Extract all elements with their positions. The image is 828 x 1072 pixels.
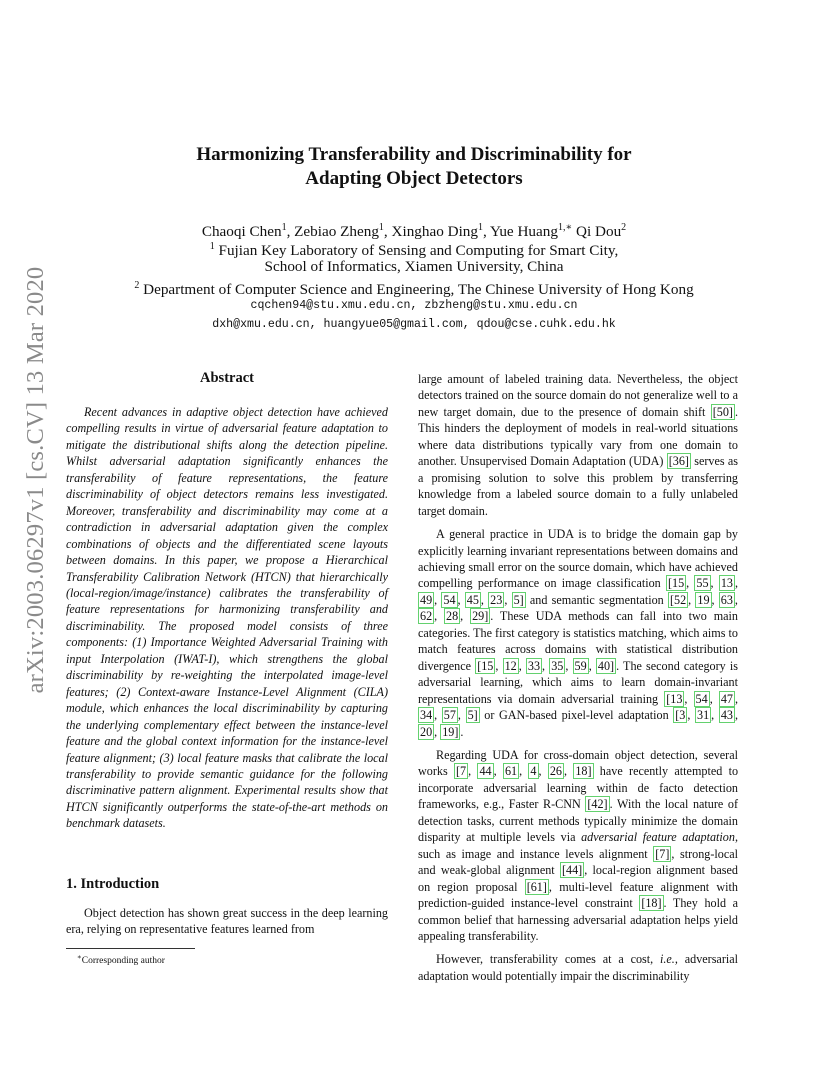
footnote [77, 953, 165, 966]
citation-link[interactable]: [61] [526, 879, 547, 894]
citation-link[interactable]: 47 [720, 691, 733, 706]
citation-link[interactable]: 5] [467, 708, 478, 723]
affiliation-2 [90, 276, 738, 299]
citation-link[interactable]: 29] [472, 609, 489, 624]
abstract-body [66, 404, 388, 832]
citation-link[interactable]: 45 [466, 592, 479, 607]
footnote-marker: ∗ [77, 953, 82, 961]
citation-link[interactable]: 28 [446, 609, 459, 624]
citation-link[interactable]: 62 [420, 609, 433, 624]
body-paragraph: However, transferability comes at a cost, i.e., adversarial adaptation would potentially impair the discriminability [418, 952, 738, 983]
author-name: Yue Huang [490, 223, 558, 241]
author-affiliation-marker: 2 [621, 222, 627, 233]
citation-link[interactable]: 54 [695, 691, 708, 706]
body-paragraph: Regarding UDA for cross-domain object detection, several works [7 , 44 , 61 , 4 , 26 , 18] have recently attempted to incorporate adversarial learning within de facto detection frameworks, e.g., Faster R-CNN [42] . With the local nature of detection tasks, current methods typically minimize the domain disparity at multiple levels via adversarial feature adaptation, such as image and instance levels alignment [7] , strong-local and weak-global alignment [44] , local-region alignment based on region proposal [61] , multi-level feature alignment with prediction-guided instance-level constraint [18] . They hold a common belief that harnessing adversarial adaptation helps yield appealing transferability. [418, 747, 739, 943]
introduction-heading: 1. Introduction [66, 876, 160, 892]
citation-link[interactable]: [15 [667, 576, 685, 591]
citation-link[interactable]: 40] [597, 658, 615, 673]
citation-link[interactable]: 31 [697, 708, 710, 723]
citation-link[interactable]: [18] [641, 896, 662, 911]
body-paragraph: A general practice in UDA is to bridge the domain gap by explicitly learning invariant representations between domains and achieving small error on the source domain, which have achieved compelling performance on image classification [15 , 55 , 13 , 49 , 54 , 45 , 23 , 5] and semantic segmentation [52 , 19 , 63 , 62 , 28 , 29] . These UDA methods can fall into two main categories. The first category is statistics matching, which aims to match features across domains with statistical distribution divergence [15 , 12 , 33 , 35 , 59 , 40] . The second category is adversarial learning, which aims to learn domain-invariant representations via domain adversarial training [13 , 54 , 47 , 34 , 57 , 5] or GAN-based pixel-level adaptation [3 , 31 , 43 , 20 , 19] . [418, 527, 739, 739]
author-name: Chaoqi Chen [201, 223, 282, 241]
citation-link[interactable]: 57 [443, 708, 456, 723]
author-affiliation-marker: 1 [281, 222, 287, 233]
citation-link[interactable]: 5] [513, 592, 524, 607]
citation-link[interactable]: 13 [720, 576, 733, 591]
citation-link[interactable]: 59 [574, 658, 587, 673]
citation-link[interactable]: 34 [420, 708, 433, 723]
author-name: Qi Dou [576, 223, 622, 241]
abstract-text: Recent advances in adaptive object detection have achieved compelling results in virtue of adversarial feature adaptation to mitigate the distributional shifts along the detection pipeline. Whilst adversarial adaptation significantly enhances the transferability of feature representations, the feature discriminability of object detectors remains less investigated. Moreover, transferability and discriminability may come at a contradiction in adversarial adaptation given the complex combinations of objects and the differentiated scene layouts between domains. In this paper, we propose a Hierarchical Transferability Calibration Network (HTCN) that hierarchically (local-region/image/instance) calibrates the transferability of feature representations for harmonizing transferability and discriminability. The proposed model consists of three components: (1) Importance Weighted Adversarial Training with input Interpolation (IWAT-I), which strengthens the global discriminability by re-weighting the interpolated image-level features; (2) Context-aware Instance-Level Alignment (CILA) module, which enhances the local discriminability by capturing the underlying complementary effect between the instance-level feature and the global context information for the instance-level feature alignment; (3) local feature masks that calibrate the local transferability to provide semantic guidance for the following discriminative pattern alignment. Experimental results show that HTCN significantly outperforms the state-of-the-art methods on benchmark datasets. [66, 405, 388, 831]
author-affiliation-marker: 1,∗ [557, 222, 573, 233]
citation-link[interactable]: 61 [504, 764, 518, 779]
author-list: Chaoqi Chen$^1$, Zebiao Zheng$^1$, Xinghao Ding$^1$, Yue Huang$^{1,∗}$ Qi Dou$^2$ [201, 222, 627, 241]
emphasis-text: adversarial feature adaptation [581, 830, 735, 845]
email-line-1: cqchen94@stu.xmu.edu.cn, zbzheng@stu.xmu.edu.cn [250, 299, 578, 312]
author-name: Xinghao Ding [391, 223, 478, 241]
citation-link[interactable]: 35 [551, 658, 564, 673]
paper-title [90, 143, 738, 191]
citation-link[interactable]: [7 [455, 764, 467, 779]
emphasis-text: i.e., [660, 952, 678, 967]
citation-link[interactable]: 33 [527, 658, 541, 673]
abstract-heading: Abstract [200, 370, 254, 386]
citation-link[interactable]: 54 [443, 592, 456, 607]
footnote-divider [66, 948, 195, 949]
citation-link[interactable]: [50] [712, 404, 733, 419]
citation-link[interactable]: 63 [720, 592, 733, 607]
title-line-2: Adapting Object Detectors [305, 168, 523, 189]
affiliation-2-text: Department of Computer Science and Engineering, The Chinese University of Hong Kong [139, 281, 694, 299]
citation-link[interactable]: 43 [720, 708, 733, 723]
arxiv-id-text: arXiv:2003.06297v1 [cs.CV] 13 Mar 2020 [22, 266, 49, 694]
citation-link[interactable]: 18] [575, 764, 592, 779]
citation-link[interactable]: 55 [696, 576, 709, 591]
citation-link[interactable]: [7] [655, 846, 670, 861]
author-name: Zebiao Zheng [294, 223, 379, 241]
citation-link[interactable]: [36] [668, 454, 689, 469]
citation-link[interactable]: [52 [669, 592, 687, 607]
citation-link[interactable]: [13 [666, 691, 683, 706]
email-line-2: dxh@xmu.edu.cn, huangyue05@gmail.com, qdou@cse.cuhk.edu.hk [212, 318, 616, 331]
citation-link[interactable]: 49 [420, 592, 433, 607]
title-line-1: Harmonizing Transferability and Discriminability for [196, 144, 632, 165]
introduction-body-left [66, 905, 388, 938]
affiliation-2-marker: 2 [134, 280, 140, 291]
affiliation-1-line-1: Fujian Key Laboratory of Sensing and Computing for Smart City, [214, 242, 619, 260]
body-paragraph: large amount of labeled training data. Nevertheless, the object detectors trained on the source domain do not generalize well to a new target domain, due to the presence of domain shift [50] . This hinders the deployment of models in real-world situations where data distributions typically vary from one domain to another. Unsupervised Domain Adaptation (UDA) [36] serves as a promising solution to solve this problem by transferring knowledge from a labeled source domain to a fully unlabeled target domain. [418, 372, 738, 518]
author-affiliation-marker: 1 [478, 222, 483, 233]
citation-link[interactable]: [15 [477, 658, 494, 673]
citation-link[interactable]: 19] [442, 724, 459, 739]
footnote-text: Corresponding author [81, 956, 165, 967]
citation-link[interactable]: 12 [504, 658, 517, 673]
arxiv-sidebar-identifier [16, 266, 56, 694]
citation-link[interactable]: 4 [530, 764, 537, 779]
citation-link[interactable]: 20 [420, 724, 433, 739]
right-column-body [418, 371, 738, 984]
citation-link[interactable]: 23 [490, 592, 503, 607]
author-affiliation-marker: 1 [378, 222, 384, 233]
affiliation-1-line-2: School of Informatics, Xiamen University, China [264, 258, 564, 275]
citation-link[interactable]: [44] [561, 863, 583, 878]
affiliation-1-marker: 1 [209, 241, 215, 252]
introduction-text: Object detection has shown great success in the deep learning era, relying on representative features learned from [66, 906, 388, 937]
citation-link[interactable]: [3 [675, 708, 686, 723]
citation-link[interactable]: 26 [549, 764, 562, 779]
citation-link[interactable]: 19 [697, 592, 710, 607]
citation-link[interactable]: [42] [587, 797, 608, 812]
citation-link[interactable]: 44 [479, 764, 492, 779]
